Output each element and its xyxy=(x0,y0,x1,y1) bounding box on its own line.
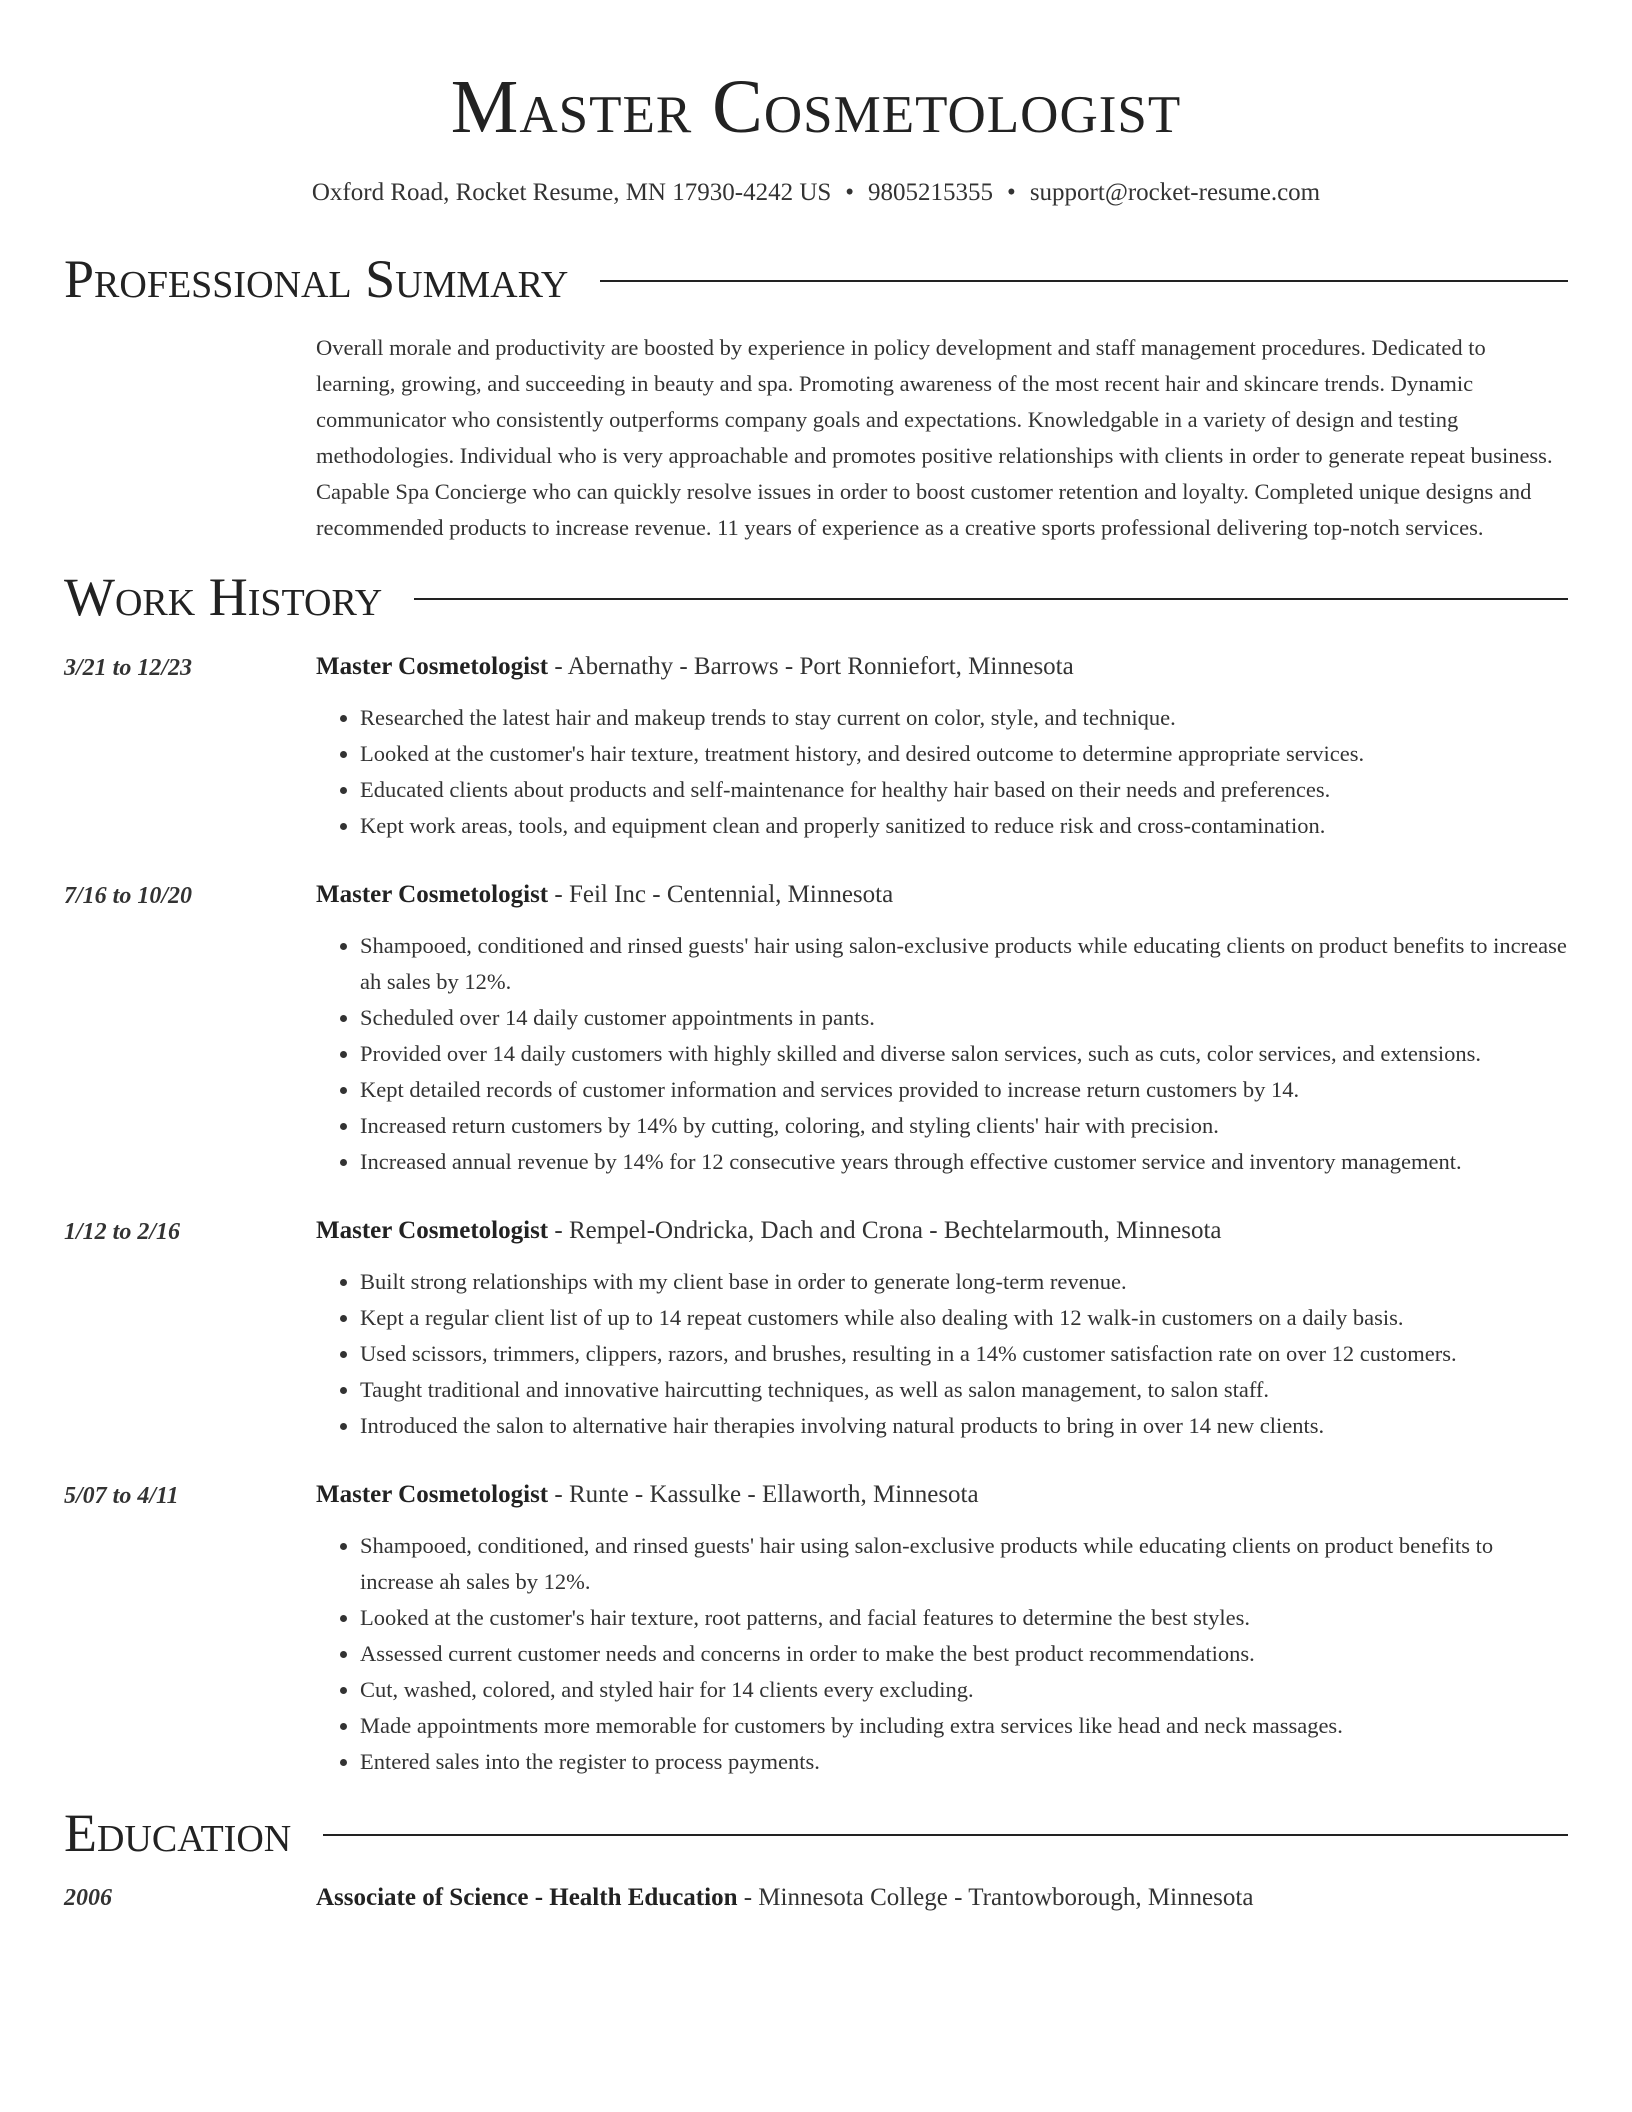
education-entry xyxy=(64,1880,1568,1916)
summary-text: Overall morale and productivity are boosted by experience in policy development and staff management procedures. Dedicated to learning, growing, and succeeding in beauty and spa. Promoting awareness of the most recent hair and skincare trends. Dynamic communicator who consistently outperforms company goals and expectations. Knowledgable in a variety of design and testing methodologies. Individual who is very approachable and promotes positive relationships with clients in order to generate repeat business. Capable Spa Concierge who can quickly resolve issues in order to boost customer retention and loyalty. Completed unique designs and recommended products to increase revenue. 11 years of experience as a creative sports professional delivering top-notch services. xyxy=(316,335,1553,540)
duty-item: • Assessed current customer needs and concerns in order to make the best product recommendations. xyxy=(360,1636,1568,1672)
duty-item: • Kept a regular client list of up to 14 repeat customers while also dealing with 12 walk-in customers on a daily basis. xyxy=(360,1300,1568,1336)
duty-item: • Introduced the salon to alternative hair therapies involving natural products to bring in over 14 new clients. xyxy=(360,1408,1568,1444)
job-role: Master Cosmetologist xyxy=(316,653,549,680)
education-date: 2006 xyxy=(64,1885,112,1911)
duty-item: • Shampooed, conditioned and rinsed guests' hair using salon-exclusive products while educating clients on product benefits to increase ah sales by 12%. xyxy=(360,928,1568,1000)
summary-heading: Professional Summary xyxy=(64,249,569,309)
section-divider xyxy=(414,598,1568,600)
section-divider xyxy=(600,280,1568,282)
contact-separator: • xyxy=(845,179,855,206)
education-section-header xyxy=(64,1800,1568,1866)
work-section-header xyxy=(64,564,1568,630)
duty-item: • Used scissors, trimmers, clippers, razors, and brushes, resulting in a 14% customer satisfaction rate on over 12 customers. xyxy=(360,1336,1568,1372)
duty-item: • Provided over 14 daily customers with highly skilled and diverse salon services, such as cuts, color services, and extensions. xyxy=(360,1036,1568,1072)
job-duties xyxy=(316,928,1568,1180)
job-entry xyxy=(64,1212,1568,1444)
duty-item: • Made appointments more memorable for customers by including extra services like head and neck massages. xyxy=(360,1708,1568,1744)
job-dates: 7/16 to 10/20 xyxy=(64,883,193,909)
duty-item: • Taught traditional and innovative haircutting techniques, as well as salon management, to salon staff. xyxy=(360,1372,1568,1408)
duty-item: • Shampooed, conditioned, and rinsed guests' hair using salon-exclusive products while educating clients on product benefits to increase ah sales by 12%. xyxy=(360,1528,1568,1600)
duty-item: • Looked at the customer's hair texture, root patterns, and facial features to determine the best styles. xyxy=(360,1600,1568,1636)
contact-line xyxy=(64,176,1568,210)
section-divider xyxy=(323,1834,1568,1836)
duty-item: • Educated clients about products and self-maintenance for healthy hair based on their needs and preferences. xyxy=(360,772,1568,808)
education-heading: Education xyxy=(64,1803,292,1863)
job-role: Master Cosmetologist xyxy=(316,1217,549,1244)
job-dates: 5/07 to 4/11 xyxy=(64,1483,179,1509)
contact-separator: • xyxy=(1007,179,1016,206)
job-title-line xyxy=(316,1476,1568,1514)
contact-address: Oxford Road, Rocket Resume, MN 17930-4242 US xyxy=(311,179,832,206)
duty-item: • Looked at the customer's hair texture, treatment history, and desired outcome to determine appropriate services. xyxy=(360,736,1568,772)
duty-item: • Entered sales into the register to process payments. xyxy=(360,1744,1568,1780)
job-details: - Feil Inc - Centennial, Minnesota xyxy=(548,881,894,908)
resume-page xyxy=(64,0,1568,1916)
job-entry xyxy=(64,876,1568,1180)
work-heading: Work History xyxy=(64,567,383,627)
duty-item: • Cut, washed, colored, and styled hair for 14 clients every excluding. xyxy=(360,1672,1568,1708)
contact-phone: 9805215355 xyxy=(868,179,994,206)
duty-item: • Built strong relationships with my client base in order to generate long-term revenue. xyxy=(360,1264,1568,1300)
job-dates: 1/12 to 2/16 xyxy=(64,1219,181,1245)
job-title-line xyxy=(316,1212,1568,1250)
job-duties xyxy=(316,1264,1568,1444)
job-entry xyxy=(64,1476,1568,1780)
duty-item: • Kept work areas, tools, and equipment clean and properly sanitized to reduce risk and cross-contamination. xyxy=(360,808,1568,844)
job-duties xyxy=(316,700,1568,844)
contact-email: support@rocket-resume.com xyxy=(1029,179,1321,206)
candidate-name: Master Cosmetologist xyxy=(450,65,1182,149)
job-duties xyxy=(316,1528,1568,1780)
job-title-line xyxy=(316,876,1568,914)
job-dates: 3/21 to 12/23 xyxy=(64,655,193,681)
education-details: - Minnesota College - Trantowborough, Minnesota xyxy=(737,1884,1254,1911)
duty-item: • Researched the latest hair and makeup trends to stay current on color, style, and technique. xyxy=(360,700,1568,736)
duty-item: • Kept detailed records of customer information and services provided to increase return customers by 14. xyxy=(360,1072,1568,1108)
job-title-line xyxy=(316,648,1568,686)
job-role: Master Cosmetologist xyxy=(316,881,549,908)
job-role: Master Cosmetologist xyxy=(316,1481,549,1508)
job-details: - Rempel-Ondricka, Dach and Crona - Bechtelarmouth, Minnesota xyxy=(548,1217,1222,1244)
duty-item: • Scheduled over 14 daily customer appointments in pants. xyxy=(360,1000,1568,1036)
job-details: - Runte - Kassulke - Ellaworth, Minnesota xyxy=(548,1481,979,1508)
job-details: - Abernathy - Barrows - Port Ronniefort, Minnesota xyxy=(548,653,1074,680)
duty-item: • Increased return customers by 14% by cutting, coloring, and styling clients' hair with precision. xyxy=(360,1108,1568,1144)
summary-section-header xyxy=(64,246,1568,312)
duty-item: • Increased annual revenue by 14% for 12 consecutive years through effective customer service and inventory management. xyxy=(360,1144,1568,1180)
work-history-list xyxy=(64,648,1568,1780)
job-entry xyxy=(64,648,1568,844)
education-degree: Associate of Science - Health Education xyxy=(316,1884,738,1911)
